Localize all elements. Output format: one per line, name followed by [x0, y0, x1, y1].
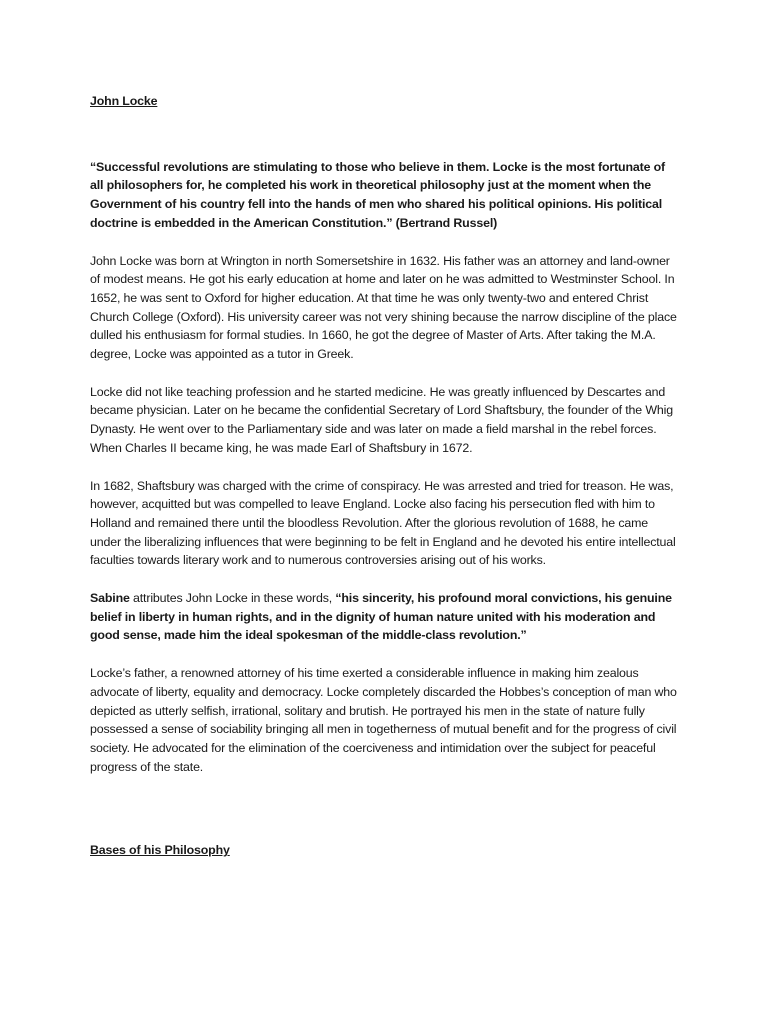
sabine-name: Sabine: [90, 591, 130, 606]
paragraph-sabine: [90, 589, 680, 645]
paragraph-exile: In 1682, Shaftsbury was charged with the crime of conspiracy. He was arrested and tried for treason. He was, however, acquitted but was compelled to leave England. Locke also facing his persecution fled with him to Holland and remained there until the bloodless Revolution. After the glorious revolution of 1688, he came under the liberalizing influences that were beginning to be felt in England and he devoted his entire intellectual faculties towards literary work and to numerous controversies arising out of his works.: [90, 478, 676, 568]
paragraph-early-life: John Locke was born at Wrington in north Somersetshire in 1632. His father was an attorney and land-owner of modest means. He got his early education at home and later on he was admitted to Westminster School. In 1652, he was sent to Oxford for higher education. At that time he was only twenty-two and entered Christ Church College (Oxford). His university career was not very shining because the narrow discipline of the place dulled his enthusiasm for formal studies. In 1660, he got the degree of Master of Arts. After taking the M.A. degree, Locke was appointed as a tutor in Greek.: [90, 253, 677, 362]
paragraph-influence: Locke’s father, a renowned attorney of his time exerted a considerable influence in making him zealous advocate of liberty, equality and democracy. Locke completely discarded the Hobbes’s conception of man who depicted as utterly selfish, irrational, solitary and brutish. He portrayed his men in the state of nature fully possessed a sense of sociability bringing all men in togetherness of mutual benefit and for the progress of civil society. He advocated for the elimination of the coerciveness and intimidation over the subject for peaceful progress of the state.: [90, 666, 677, 774]
document-title: John Locke: [90, 94, 158, 108]
sabine-intro: attributes John Locke in these words,: [129, 591, 336, 606]
russell-quote: “Successful revolutions are stimulating to those who believe in them. Locke is the most fortunate of all philosophers for, he completed his work in theoretical philosophy just at the moment when the Government of his country fell into the hands of men who shared his political opinions. His political doctrine is embedded in the American Constitution.” (Bertrand Russel): [90, 159, 666, 230]
sabine-quote: “his sincerity, his profound moral convictions, his genuine belief in liberty in human rights, and in the dignity of human nature united with his moderation and good sense, made him the ideal spokesman of the middle-class revolution.”: [90, 591, 672, 643]
document-page: [90, 92, 680, 860]
paragraph-career: Locke did not like teaching profession and he started medicine. He was greatly influenced by Descartes and became physician. Later on he became the confidential Secretary of Lord Shaftsbury, the founder of the Whig Dynasty. He went over to the Parliamentary side and was later on made a field marshal in the rebel forces. When Charles II became king, he was made Earl of Shaftsbury in 1672.: [90, 384, 673, 455]
section-heading: Bases of his Philosophy: [90, 843, 230, 858]
